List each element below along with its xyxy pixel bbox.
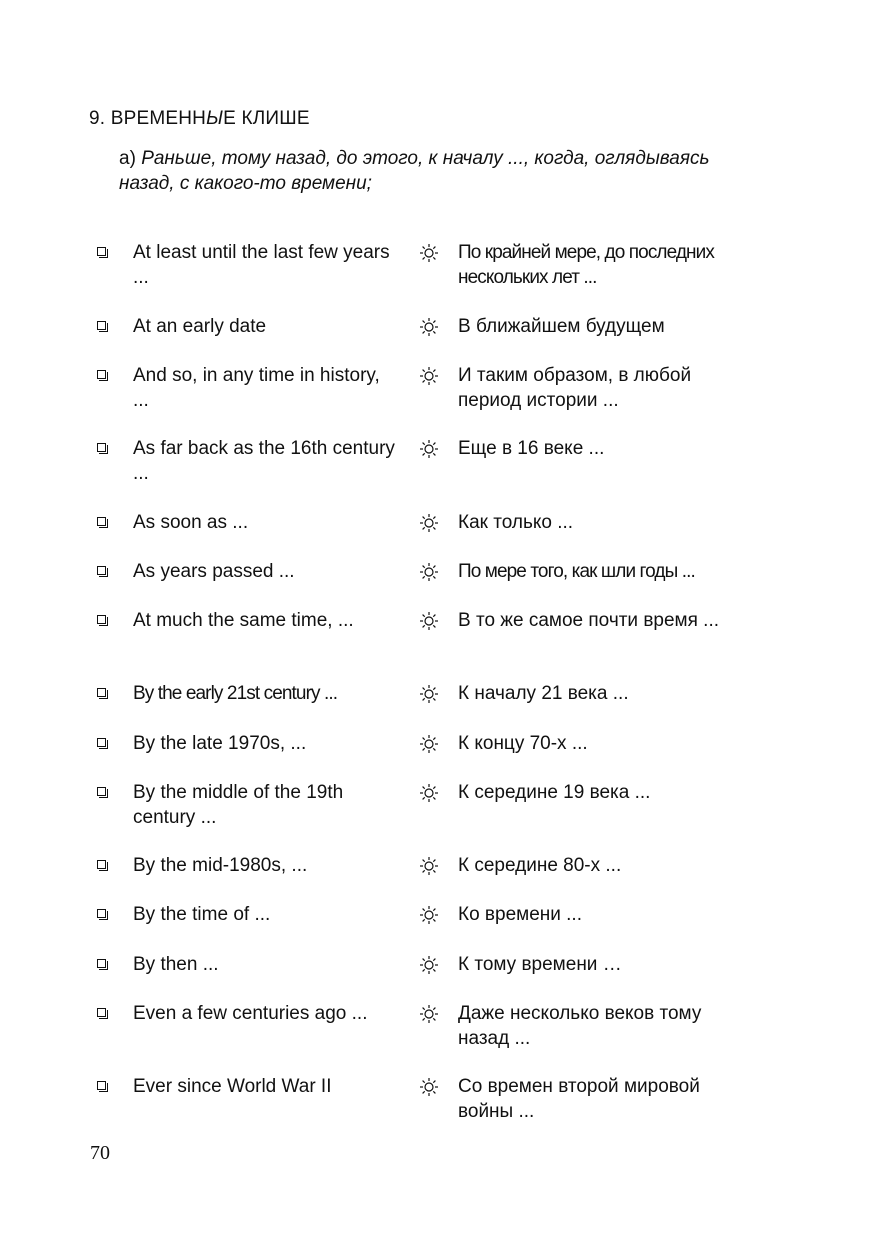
section-subtitle: а) Раньше, тому назад, до этого, к началу ..., когда, оглядываясь назад, с какого-то времени; [119, 148, 710, 194]
english-phrase: At an early date [133, 316, 267, 337]
russian-translation: К середине 19 века ... [458, 782, 651, 803]
russian-translation: По крайней мере, до последних нескольких лет ... [458, 242, 714, 288]
russian-translation: Еще в 16 веке ... [458, 438, 605, 459]
english-phrase: By the time of ... [133, 904, 271, 925]
english-phrase: As soon as ... [133, 512, 249, 533]
english-phrase: By the middle of the 19th century ... [133, 782, 344, 828]
english-phrase: As years passed ... [133, 561, 295, 582]
english-phrase: At much the same time, ... [133, 610, 354, 631]
sun-icon [419, 439, 439, 459]
sun-icon [419, 513, 439, 533]
english-phrase: By the late 1970s, ... [133, 733, 307, 754]
sun-icon [419, 562, 439, 582]
sun-icon [419, 684, 439, 704]
checkbox-square-icon [97, 688, 106, 697]
russian-translation: К началу 21 века ... [458, 683, 629, 704]
sun-icon [419, 366, 439, 386]
checkbox-square-icon [97, 247, 106, 256]
sun-icon [419, 1004, 439, 1024]
sun-icon [419, 905, 439, 925]
checkbox-square-icon [97, 1008, 106, 1017]
english-phrase: At least until the last few years ... [133, 242, 390, 288]
english-phrase: By the early 21st century ... [133, 683, 338, 704]
sun-icon [419, 955, 439, 975]
checkbox-square-icon [97, 787, 106, 796]
sun-icon [419, 734, 439, 754]
checkbox-square-icon [97, 443, 106, 452]
english-phrase: As far back as the 16th century ... [133, 438, 395, 484]
english-phrase: By the mid-1980s, ... [133, 855, 308, 876]
checkbox-square-icon [97, 959, 106, 968]
sun-icon [419, 611, 439, 631]
russian-translation: К тому времени … [458, 954, 622, 975]
checkbox-square-icon [97, 738, 106, 747]
sun-icon [419, 856, 439, 876]
checkbox-square-icon [97, 909, 106, 918]
checkbox-square-icon [97, 566, 106, 575]
checkbox-square-icon [97, 1081, 106, 1090]
english-phrase: And so, in any time in history, ... [133, 365, 380, 411]
sun-icon [419, 243, 439, 263]
checkbox-square-icon [97, 860, 106, 869]
checkbox-square-icon [97, 370, 106, 379]
checkbox-square-icon [97, 517, 106, 526]
sun-icon [419, 317, 439, 337]
russian-translation: Ко времени ... [458, 904, 582, 925]
checkbox-square-icon [97, 615, 106, 624]
russian-translation: Как только ... [458, 512, 574, 533]
section-title: 9. ВРЕМЕННЫЕ КЛИШЕ [89, 108, 310, 129]
english-phrase: Even a few centuries ago ... [133, 1003, 368, 1024]
russian-translation: И таким образом, в любой период истории ... [458, 365, 692, 411]
russian-translation: По мере того, как шли годы ... [458, 561, 695, 582]
russian-translation: В ближайшем будущем [458, 316, 665, 337]
english-phrase: Ever since World War II [133, 1076, 332, 1097]
russian-translation: К середине 80-х ... [458, 855, 622, 876]
russian-translation: Со времен второй мировой войны ... [458, 1076, 700, 1122]
sun-icon [419, 1077, 439, 1097]
page-number: 70 [90, 1142, 110, 1164]
russian-translation: Даже несколько веков тому назад ... [458, 1003, 702, 1049]
sun-icon [419, 783, 439, 803]
english-phrase: By then ... [133, 954, 219, 975]
russian-translation: К концу 70-х ... [458, 733, 588, 754]
russian-translation: В то же самое почти время ... [458, 610, 720, 631]
checkbox-square-icon [97, 321, 106, 330]
